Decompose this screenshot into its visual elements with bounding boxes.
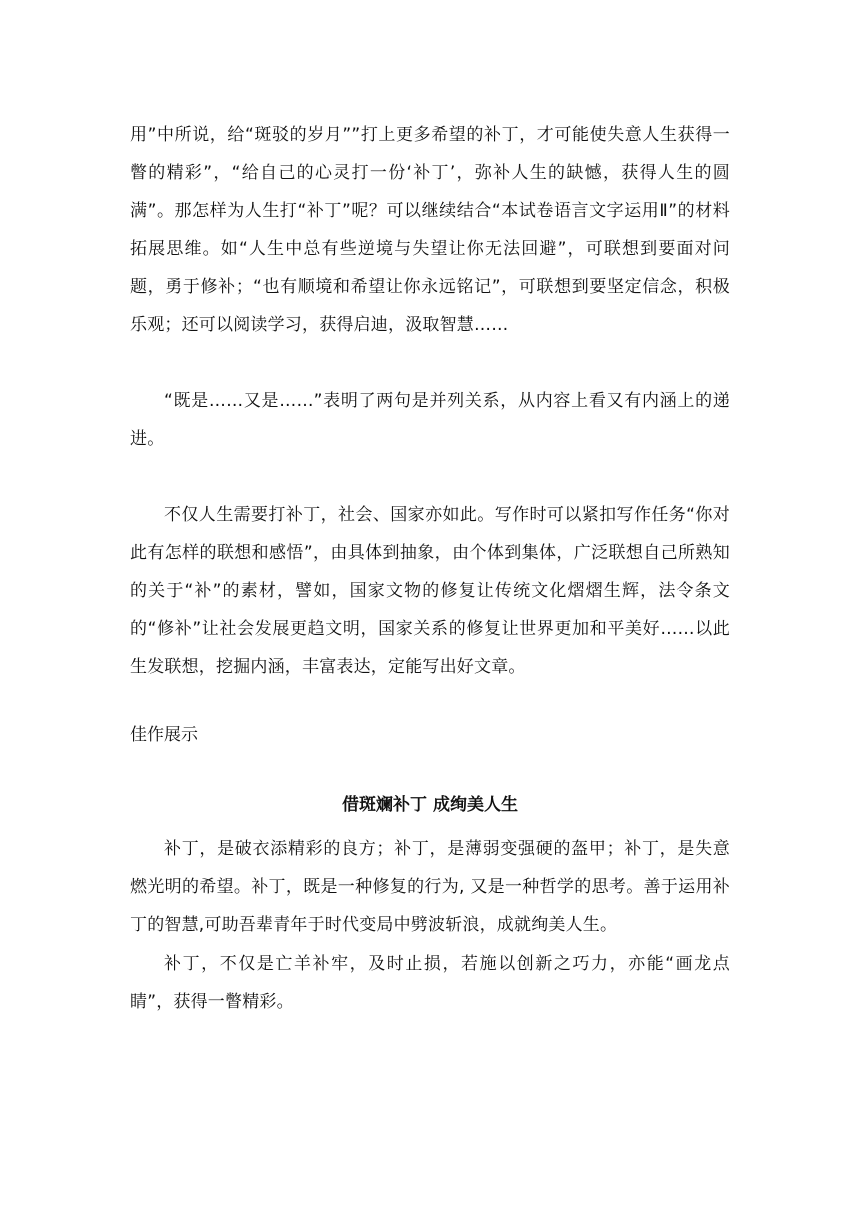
body-paragraph-continuation <box>130 116 730 344</box>
body-paragraph-society <box>130 496 730 686</box>
paragraph-text: 补丁，不仅是亡羊补牢，及时止损，若施以创新之巧力，亦能“画龙点睛”，获得一瞥精彩。 <box>130 954 730 1012</box>
section-label: 佳作展示 <box>130 725 198 745</box>
body-paragraph-parallel-note <box>130 382 730 458</box>
essay-paragraph-1 <box>130 830 730 944</box>
paragraph-text: 补丁，是破衣添精彩的良方；补丁，是薄弱变强硬的盔甲；补丁，是失意燃光明的希望。补丁，既是一种修复的行为, 又是一种哲学的思考。善于运用补丁的智慧,可助吾辈青年于时代变局中劈波斩浪，成就绚美人生。 <box>130 839 730 935</box>
paragraph-text: 用”中所说，给“斑驳的岁月””打上更多希望的补丁，才可能使失意人生获得一瞥的精彩”，“给自己的心灵打一份‘补丁’，弥补人生的缺憾，获得人生的圆满”。那怎样为人生打“补丁”呢？可以继续结合“本试卷语言文字运用Ⅱ”的材料拓展思维。如“人生中总有些逆境与失望让你无法回避”，可联想到要面对问题，勇于修补；“也有顺境和希望让你永远铭记”，可联想到要坚定信念，积极乐观；还可以阅读学习，获得启迪，汲取智慧…… <box>130 125 730 335</box>
paragraph-text: “既是……又是……”表明了两句是并列关系，从内容上看又有内涵上的递进。 <box>130 391 730 449</box>
essay-paragraph-2 <box>130 945 730 1021</box>
paragraph-text: 不仅人生需要打补丁，社会、国家亦如此。写作时可以紧扣写作任务“你对此有怎样的联想和感悟”，由具体到抽象，由个体到集体，广泛联想自己所熟知的关于“补”的素材，譬如，国家文物的修复让传统文化熠熠生辉，法令条文的“修补”让社会发展更趋文明，国家关系的修复让世界更加和平美好……以此生发联想，挖掘内涵，丰富表达，定能写出好文章。 <box>130 505 730 677</box>
essay-title: 借斑斓补丁 成绚美人生 <box>342 795 518 815</box>
